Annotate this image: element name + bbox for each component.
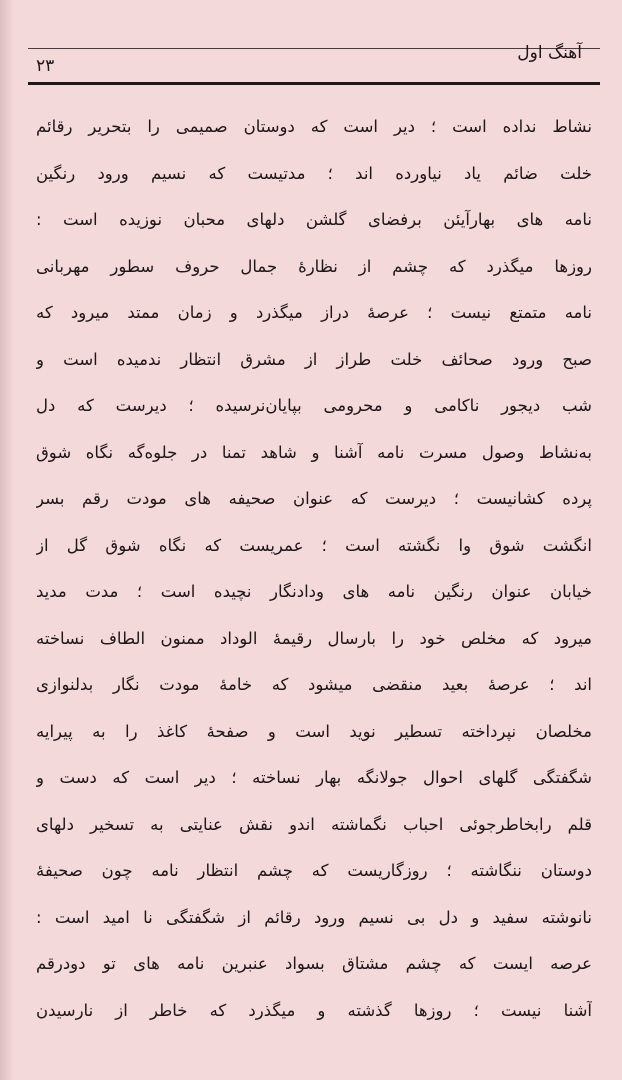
page-number: ۲۳ (36, 56, 55, 76)
running-title: آهنگ اول (517, 43, 582, 63)
text-line: نامه های بهارآیئن برفضای گلشن دلهای محبان نوزیده است : (36, 210, 592, 229)
text-line: میرود که مخلص خود را بارسال رقیمهٔ الوداد ممنون الطاف نساخته (36, 628, 592, 648)
body-text (36, 104, 592, 1034)
page-binding-shadow (0, 0, 14, 1080)
text-line: خیابان عنوان رنگین نامه های ودادنگار نچیده است ؛ مدت مدید (36, 582, 592, 601)
text-line: آشنا نیست ؛ روزها گذشته و میگذرد که خاطر از نارسیدن (36, 1000, 592, 1020)
text-line: به‌نشاط وصول مسرت نامه آشنا و شاهد تمنا در جلوه‌گه نگاه شوق (36, 442, 592, 462)
text-line: قلم رابخاطرجوئی احباب نگماشته اندو نقش عنایتی به تسخیر دلهای (36, 814, 592, 834)
text-line: انگشت شوق وا نگشته است ؛ عمریست که نگاه شوق گل از (36, 535, 592, 555)
text-line: نانوشته سفید و دل بی نسیم ورود رقائم از شگفتگی نا امید است : (36, 907, 592, 927)
page-header (28, 34, 600, 86)
text-line: اند ؛ عرصهٔ بعید منقضی میشود که خامهٔ مودت نگار بدلنوازی (36, 675, 592, 694)
text-line: عرصه ایست که چشم مشتاق بسواد عنبرین نامه های تو دودرقم (36, 954, 592, 973)
text-line: نشاط نداده است ؛ دیر است که دوستان صمیمی را بتحریر رقائم (36, 117, 592, 136)
text-line: نامه متمتع نیست ؛ عرصهٔ دراز میگذرد و زمان ممتد میرود که (36, 303, 592, 322)
text-line: پرده کشانیست ؛ دیرست که عنوان صحیفه های مودت رقم بسر (36, 489, 592, 508)
text-line: شب دیجور ناکامی و محرومی بپایان‌نرسیده ؛ دیرست که دل (36, 396, 592, 415)
text-line: مخلصان نپرداخته تسطیر نوید است و صفحهٔ کاغذ را به پیرایه (36, 721, 592, 741)
text-line: خلت ضائم یاد نیاورده اند ؛ مدتیست که نسیم ورود رنگین (36, 163, 592, 183)
header-thick-rule (28, 82, 600, 85)
text-line: دوستان ننگاشته ؛ روزگاریست که چشم انتظار نامه چون صحیفهٔ (36, 861, 592, 880)
text-line: شگفتگی گلهای احوال جولانگه بهار نساخته ؛ دیر است که دست و (36, 768, 592, 787)
text-line: روزها میگذرد که چشم از نظارهٔ جمال حروف سطور مهربانی (36, 256, 592, 276)
text-line: صبح ورود صحائف خلت طراز از مشرق انتظار ندمیده است و (36, 349, 592, 369)
header-thin-rule (28, 48, 600, 49)
